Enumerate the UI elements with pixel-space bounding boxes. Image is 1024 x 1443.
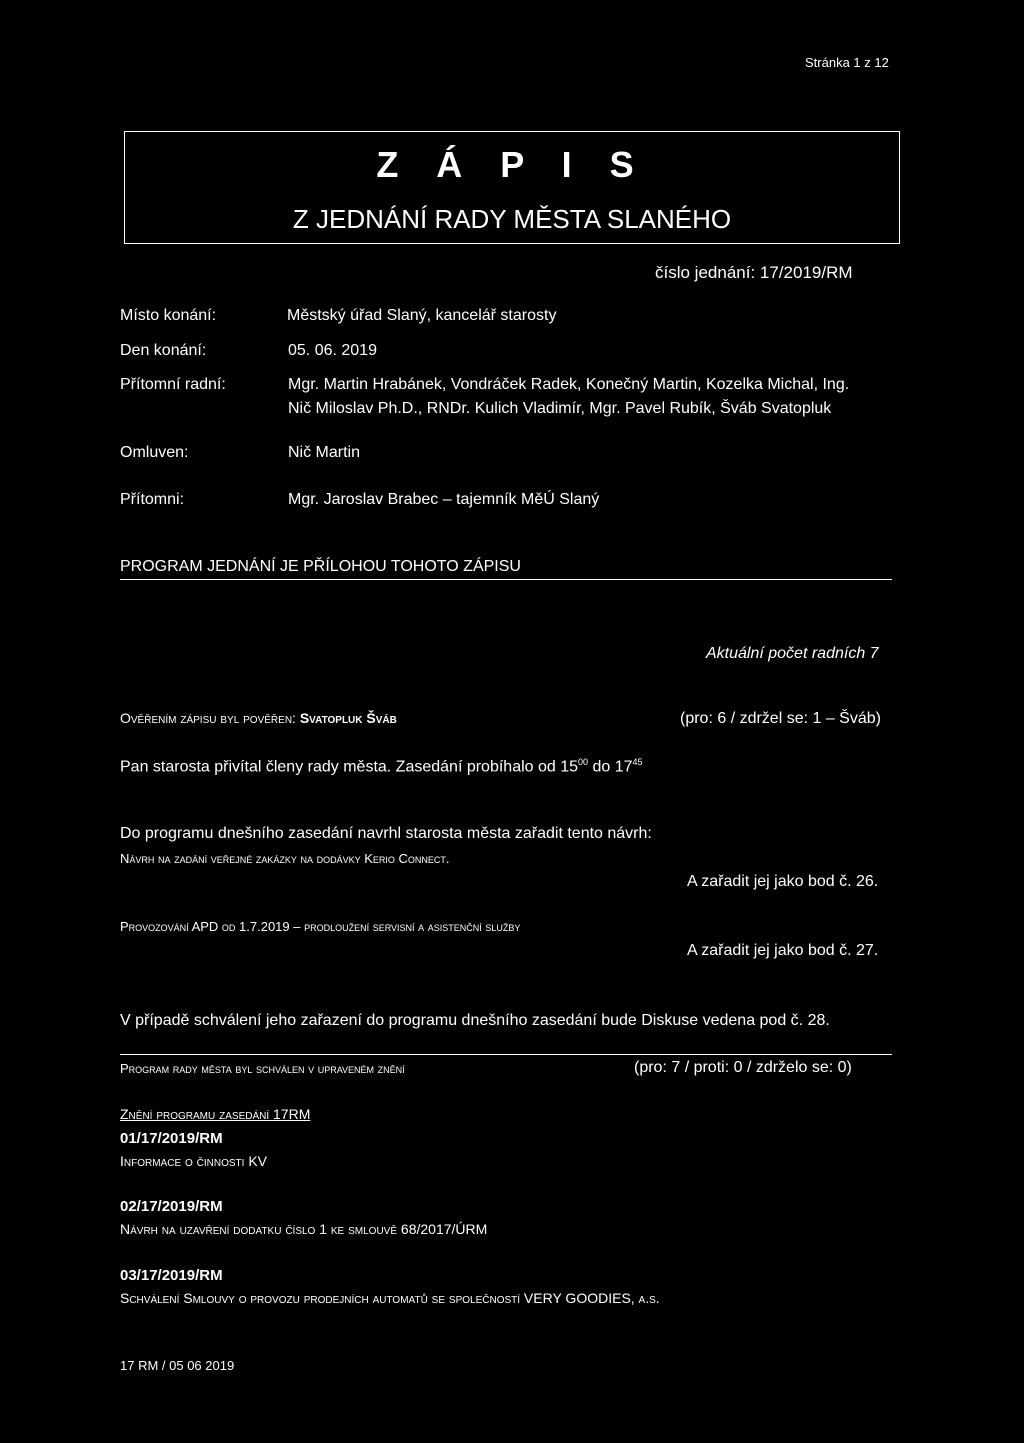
excused-label: Omluven: xyxy=(120,444,189,461)
title-box xyxy=(124,131,900,244)
approval-vote: (pro: 7 / proti: 0 / zdrželo se: 0) xyxy=(634,1059,852,1076)
divider-2 xyxy=(120,1054,892,1055)
agenda-item-3-title: Schválení Smlouvy o provozu prodejních automatů se společností VERY GOODIES, a.s. xyxy=(120,1290,660,1306)
proposals-intro: Do programu dnešního zasedání navrhl starosta města zařadit tento návrh: xyxy=(120,825,652,842)
start-minutes: 00 xyxy=(578,757,589,767)
agenda-item-2-number: 02/17/2019/RM xyxy=(120,1198,223,1215)
agenda-item-3-number: 03/17/2019/RM xyxy=(120,1267,223,1284)
agenda-item-1-number: 01/17/2019/RM xyxy=(120,1130,223,1147)
proposal-item-1-result: A zařadit jej jako bod č. 26. xyxy=(687,873,879,890)
page-number: Stránka 1 z 12 xyxy=(805,55,889,70)
present-line-2: Nič Miloslav Ph.D., RNDr. Kulich Vladimír, Mgr. Pavel Rubík, Šváb Svatopluk xyxy=(288,400,832,417)
approval-text: Program rady města byl schválen v upraveném znění xyxy=(120,1061,405,1076)
welcome-text xyxy=(120,757,643,776)
agenda-heading: Znění programu zasedání 17RM xyxy=(120,1106,311,1122)
welcome-text-start: Pan starosta přivítal členy rady města. Zasedání probíhalo od 15 xyxy=(120,758,579,776)
date-value: 05. 06. 2019 xyxy=(288,342,377,359)
verification-name: Svatopluk Šváb xyxy=(299,710,397,726)
place-value: Městský úřad Slaný, kancelář starosty xyxy=(287,307,557,324)
document-title: Z Á P I S xyxy=(376,144,648,185)
proposal-item-2: Provozování APD od 1.7.2019 – prodloužení servisní a asistenční služby xyxy=(120,919,521,934)
end-minutes: 45 xyxy=(632,757,643,767)
council-count: Aktuální počet radních 7 xyxy=(706,645,879,662)
discussion-note: V případě schválení jeho zařazení do programu dnešního zasedání bude Diskuse vedena pod č. 28. xyxy=(120,1012,830,1029)
divider-1 xyxy=(120,579,892,580)
excused-value: Nič Martin xyxy=(288,444,361,461)
footer-text: 17 RM / 05 06 2019 xyxy=(120,1358,235,1373)
verification-vote: (pro: 6 / zdržel se: 1 – Šváb) xyxy=(680,710,881,727)
agenda-item-2-title: Návrh na uzavření dodatku číslo 1 ke smlouvě 68/2017/ÚRM xyxy=(120,1221,488,1237)
proposal-item-2-result: A zařadit jej jako bod č. 27. xyxy=(687,942,879,959)
date-label: Den konání: xyxy=(120,342,207,359)
proposal-item-1: Návrh na zadání veřejné zakázky na dodávky Kerio Connect. xyxy=(120,851,450,866)
case-number: číslo jednání: 17/2019/RM xyxy=(655,263,853,282)
welcome-text-mid: do 17 xyxy=(588,758,633,776)
present-line-1: Mgr. Martin Hrabánek, Vondráček Radek, Konečný Martin, Kozelka Michal, Ing. xyxy=(288,376,850,393)
attendees-value: Mgr. Jaroslav Brabec – tajemník MěÚ Slaný xyxy=(288,491,600,508)
document-subtitle: Z JEDNÁNÍ RADY MĚSTA SLANÉHO xyxy=(292,204,732,234)
attendees-label: Přítomni: xyxy=(120,491,185,508)
verification-line xyxy=(120,710,397,726)
verification-label: Ověřením zápisu byl pověřen: xyxy=(120,710,296,726)
program-note: PROGRAM JEDNÁNÍ JE PŘÍLOHOU TOHOTO ZÁPISU xyxy=(120,558,521,575)
present-label: Přítomní radní: xyxy=(120,376,226,393)
agenda-item-1-title: Informace o činnosti KV xyxy=(120,1153,268,1169)
place-label: Místo konání: xyxy=(120,307,217,324)
